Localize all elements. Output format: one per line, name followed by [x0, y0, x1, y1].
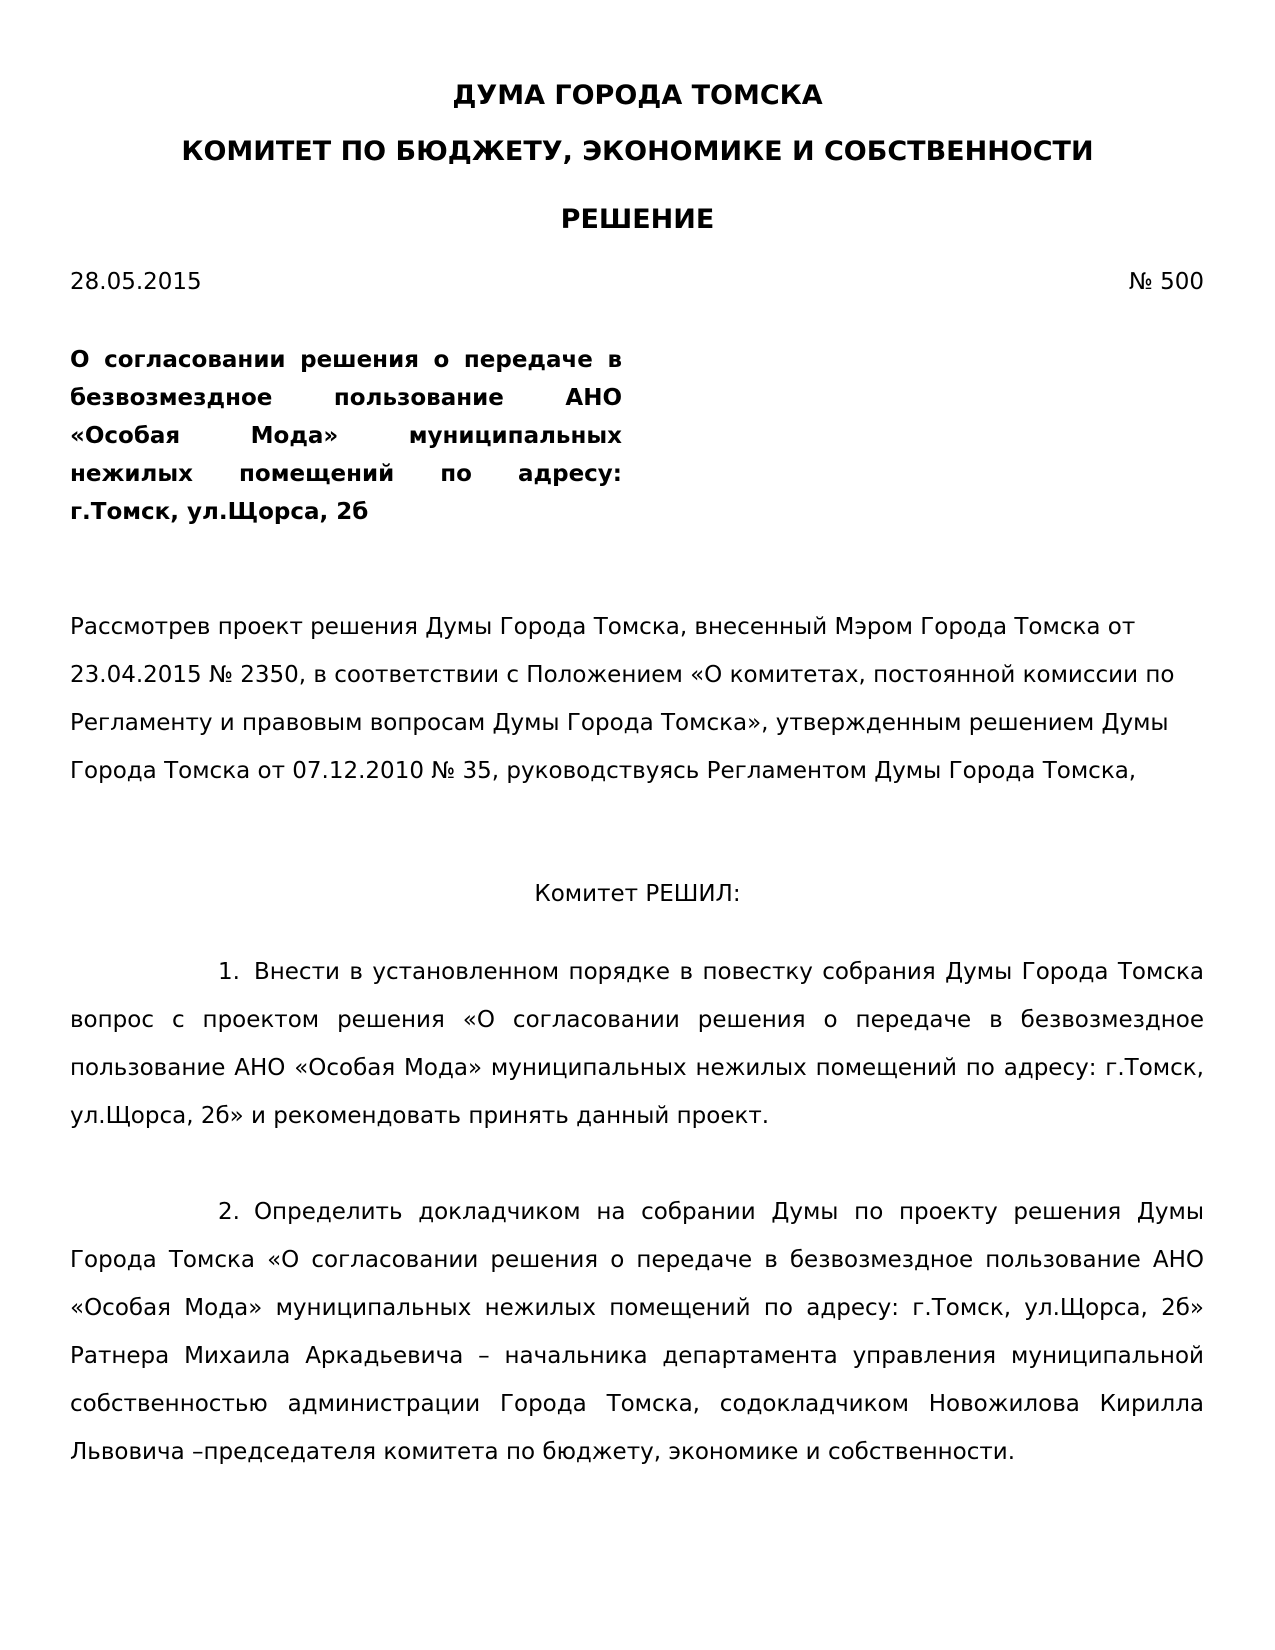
item-text: Внести в установленном порядке в повестку собрания Думы Города Томска вопрос с проектом решения «О согласовании решения о передаче в безвозмездное пользование АНО «Особая Мода» муниципальных нежилых помещений по адресу: г.Томск, ул.Щорса, 2б» и рекомендовать принять данный проект. [70, 959, 1204, 1129]
item-number: 1. [218, 959, 240, 985]
item-text: Определить докладчиком на собрании Думы по проекту решения Думы Города Томска «О согласовании решения о передаче в безвозмездное пользование АНО «Особая Мода» муниципальных нежилых помещений по адресу: г.Томск, ул.Щорса, 2б» Ратнера Михаила Аркадьевича – начальника департамента управления муниципальной собственностью администрации Города Томска, содокладчиком Новожилова Кирилла Львовича –председателя комитета по бюджету, экономике и собственности. [70, 1199, 1204, 1465]
committee-title: КОМИТЕТ ПО БЮДЖЕТУ, ЭКОНОМИКЕ И СОБСТВЕННОСТИ [181, 136, 1094, 167]
decision-number: № 500 [1128, 269, 1204, 295]
org-title: ДУМА ГОРОДА ТОМСКА [452, 80, 823, 111]
decision-item [70, 948, 1204, 1140]
decision-item [70, 1188, 1204, 1476]
resolved-heading: Комитет РЕШИЛ: [534, 881, 741, 907]
intro-paragraph: Рассмотрев проект решения Думы Города Томска, внесенный Мэром Города Томска от 23.04.2015 № 2350, в соответствии с Положением «О комитетах, постоянной комиссии по Регламенту и правовым вопросам Думы Города Томска», утвержденным решением Думы Города Томска от 07.12.2010 № 35, руководствуясь Регламентом Думы Города Томска, [70, 614, 1175, 784]
item-number: 2. [218, 1199, 240, 1225]
decision-date: 28.05.2015 [70, 269, 202, 295]
document-type: РЕШЕНИЕ [560, 204, 715, 235]
decision-subject: О согласовании решения о передаче в безвозмездное пользование АНО «Особая Мода» муниципальных нежилых помещений по адресу: г.Томск, ул.Щорса, 2б [70, 347, 622, 525]
